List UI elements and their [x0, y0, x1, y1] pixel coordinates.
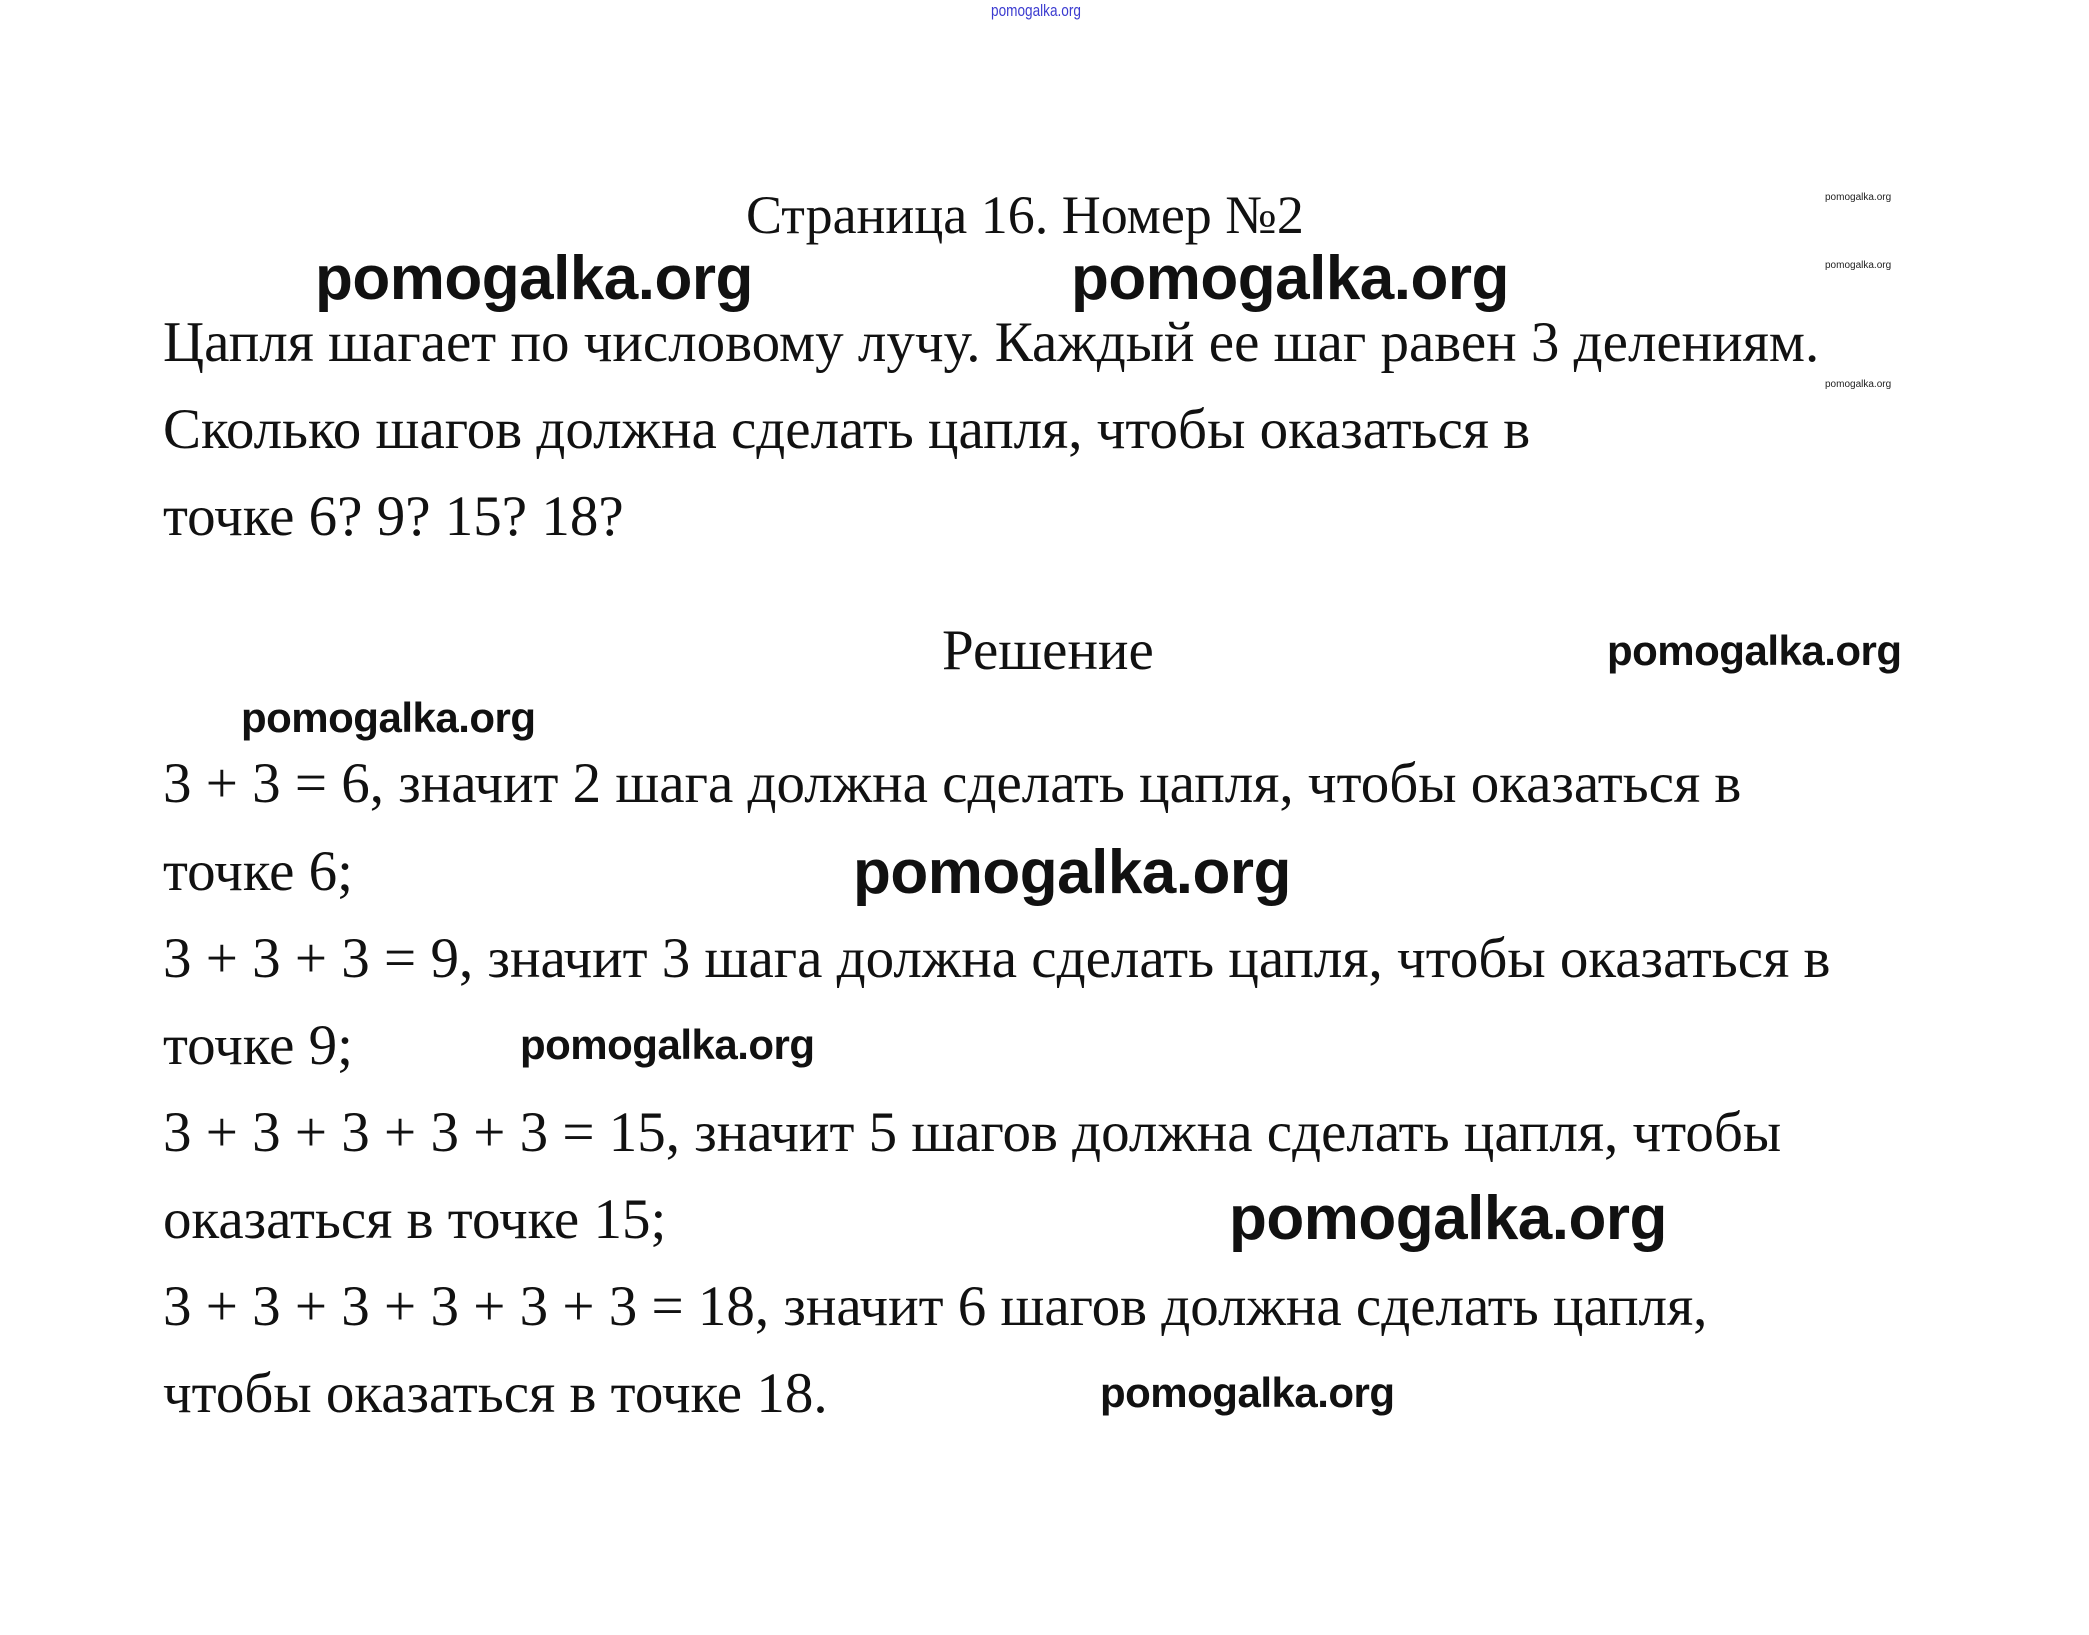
watermark-small: pomogalka.org — [1825, 192, 1892, 203]
page-title: Страница 16. Номер №2 — [746, 185, 1304, 245]
problem-line-2: Сколько шагов должна сделать цапля, чтобы оказаться в — [163, 398, 1531, 461]
solution-line-5: 3 + 3 + 3 + 3 + 3 = 15, значит 5 шагов должна сделать цапля, чтобы — [163, 1101, 1782, 1164]
solution-line-3: 3 + 3 + 3 = 9, значит 3 шага должна сделать цапля, чтобы оказаться в — [163, 927, 1831, 990]
problem-line-1: Цапля шагает по числовому лучу. Каждый ее шаг равен 3 делениям. — [163, 311, 1820, 374]
watermark: pomogalka.org — [315, 244, 753, 313]
watermark: pomogalka.org — [1229, 1184, 1667, 1253]
watermark: pomogalka.org — [1100, 1369, 1395, 1416]
problem-line-3: точке 6? 9? 15? 18? — [163, 485, 624, 548]
solution-line-2: точке 6; — [163, 840, 354, 903]
watermark: pomogalka.org — [241, 694, 536, 741]
watermark-small: pomogalka.org — [1825, 260, 1892, 271]
watermark: pomogalka.org — [1607, 627, 1902, 674]
watermark: pomogalka.org — [1071, 244, 1509, 313]
solution-heading: Решение — [942, 619, 1154, 682]
watermark: pomogalka.org — [520, 1021, 815, 1068]
header-site-link[interactable]: pomogalka.org — [991, 1, 1081, 20]
solution-line-6: оказаться в точке 15; — [163, 1188, 667, 1251]
watermark-small: pomogalka.org — [1825, 379, 1892, 390]
solution-line-4: точке 9; — [163, 1014, 354, 1077]
solution-line-7: 3 + 3 + 3 + 3 + 3 + 3 = 18, значит 6 шагов должна сделать цапля, — [163, 1275, 1708, 1338]
watermark: pomogalka.org — [853, 838, 1291, 907]
solution-line-1: 3 + 3 = 6, значит 2 шага должна сделать цапля, чтобы оказаться в — [163, 752, 1742, 815]
solution-line-8: чтобы оказаться в точке 18. — [163, 1362, 828, 1425]
